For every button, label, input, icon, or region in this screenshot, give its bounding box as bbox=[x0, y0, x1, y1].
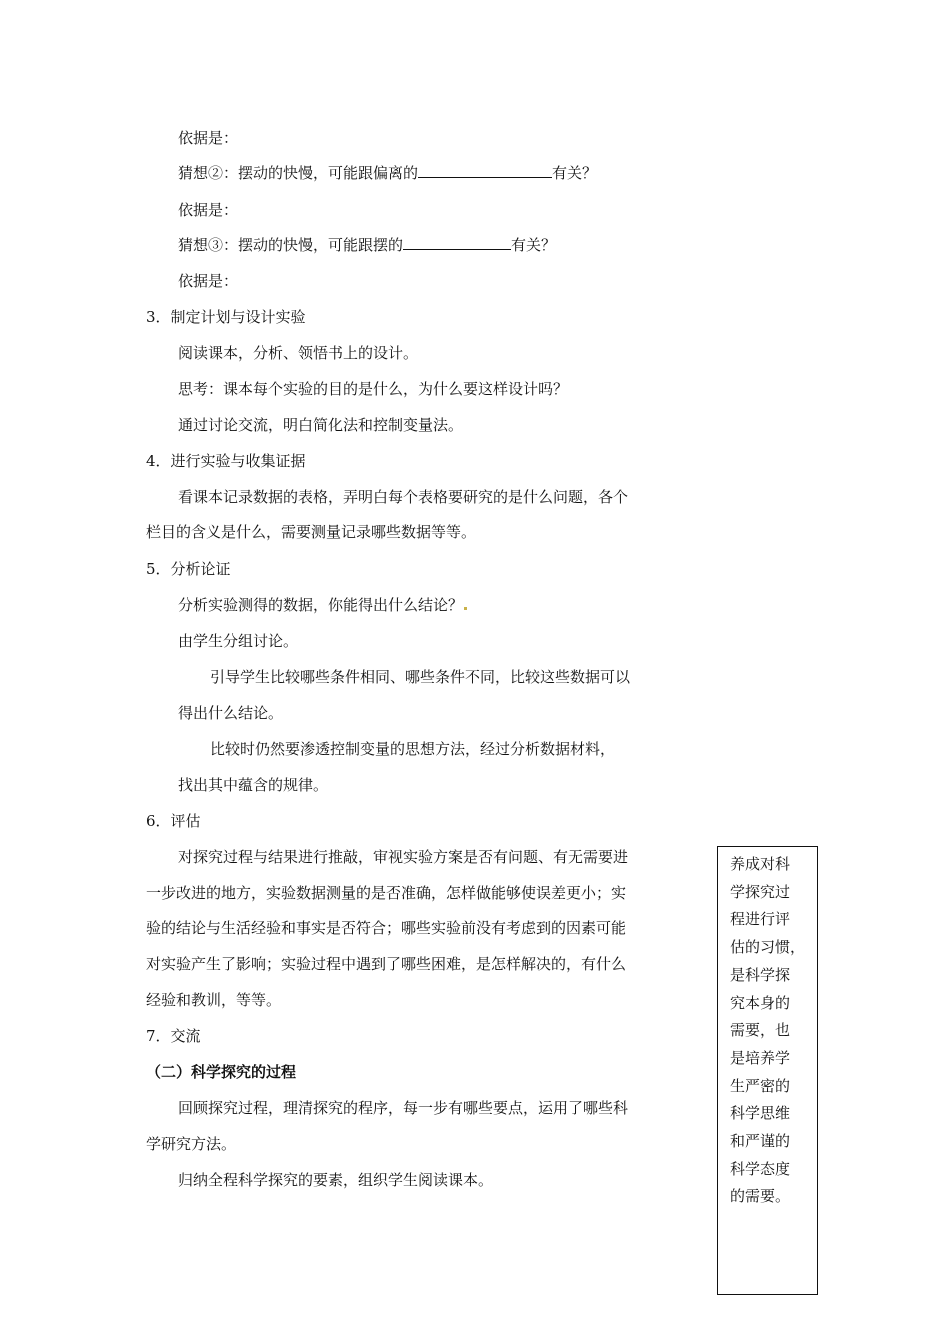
paragraph-line: 回顾探究过程，理清探究的程序，每一步有哪些要点，运用了哪些科 bbox=[178, 1099, 629, 1117]
paragraph-line: 经验和教训，等等。 bbox=[146, 991, 282, 1009]
paragraph-line: 一步改进的地方，实验数据测量的是否准确，怎样做能够使误差更小；实 bbox=[146, 884, 627, 902]
hypothesis-2 bbox=[178, 163, 597, 183]
paragraph-line: 思考：课本每个实验的目的是什么，为什么要这样设计吗？ bbox=[178, 380, 569, 398]
section-6-heading: 6．评估 bbox=[146, 812, 201, 830]
paragraph-line: 阅读课本，分析、领悟书上的设计。 bbox=[178, 344, 419, 362]
hypothesis-3-text: 猜想③：摆动的快慢，可能跟摆的 bbox=[178, 236, 404, 254]
paragraph-line: 通过讨论交流，明白简化法和控制变量法。 bbox=[178, 416, 464, 434]
section-4-heading: 4．进行实验与收集证据 bbox=[146, 452, 306, 470]
paragraph-text: 分析实验测得的数据，你能得出什么结论？ bbox=[178, 596, 464, 614]
paragraph-line: 由学生分组讨论。 bbox=[178, 632, 299, 650]
paragraph-line: 学研究方法。 bbox=[146, 1135, 237, 1153]
subsection-heading: （二）科学探究的过程 bbox=[146, 1063, 297, 1081]
paragraph-line: 归纳全程科学探究的要素，组织学生阅读课本。 bbox=[178, 1171, 494, 1189]
hypothesis-3-end: 有关？ bbox=[511, 236, 557, 254]
stray-mark bbox=[464, 607, 467, 610]
basis-line-1: 依据是： bbox=[178, 129, 239, 147]
basis-line-2: 依据是： bbox=[178, 201, 239, 219]
paragraph-line: 验的结论与生活经验和事实是否符合；哪些实验前没有考虑到的因素可能 bbox=[146, 919, 627, 937]
paragraph-line: 对实验产生了影响；实验过程中遇到了哪些困难，是怎样解决的，有什么 bbox=[146, 955, 627, 973]
paragraph-line: 对探究过程与结果进行推敲，审视实验方案是否有问题、有无需要进 bbox=[178, 848, 629, 866]
paragraph-line: 得出什么结论。 bbox=[178, 704, 284, 722]
paragraph-line: 找出其中蕴含的规律。 bbox=[178, 776, 329, 794]
hypothesis-2-end: 有关？ bbox=[552, 164, 598, 182]
paragraph-line: 栏目的含义是什么，需要测量记录哪些数据等等。 bbox=[146, 523, 477, 541]
hypothesis-3 bbox=[178, 235, 556, 255]
paragraph-line: 看课本记录数据的表格，弄明白每个表格要研究的是什么问题，各个 bbox=[178, 488, 629, 506]
side-note-box bbox=[717, 846, 818, 1295]
fill-blank-2 bbox=[403, 235, 511, 250]
side-note-text: 养成对科 学探究过 程进行评 估的习惯， 是科学探 究本身的 需要，也 是培养学 生严密的 科学思维 和严谨的 科学态度 的需要。 bbox=[730, 855, 806, 1206]
paragraph-line: 比较时仍然要渗透控制变量的思想方法，经过分析数据材料， bbox=[210, 740, 616, 758]
section-5-heading: 5．分析论证 bbox=[146, 560, 231, 578]
basis-line-3: 依据是： bbox=[178, 272, 239, 290]
paragraph-line bbox=[178, 595, 468, 615]
fill-blank-1 bbox=[418, 163, 552, 178]
paragraph-line: 引导学生比较哪些条件相同、哪些条件不同，比较这些数据可以 bbox=[210, 668, 631, 686]
section-7-heading: 7．交流 bbox=[146, 1027, 201, 1045]
section-3-heading: 3．制定计划与设计实验 bbox=[146, 308, 306, 326]
hypothesis-2-text: 猜想②：摆动的快慢，可能跟偏离的 bbox=[178, 164, 419, 182]
